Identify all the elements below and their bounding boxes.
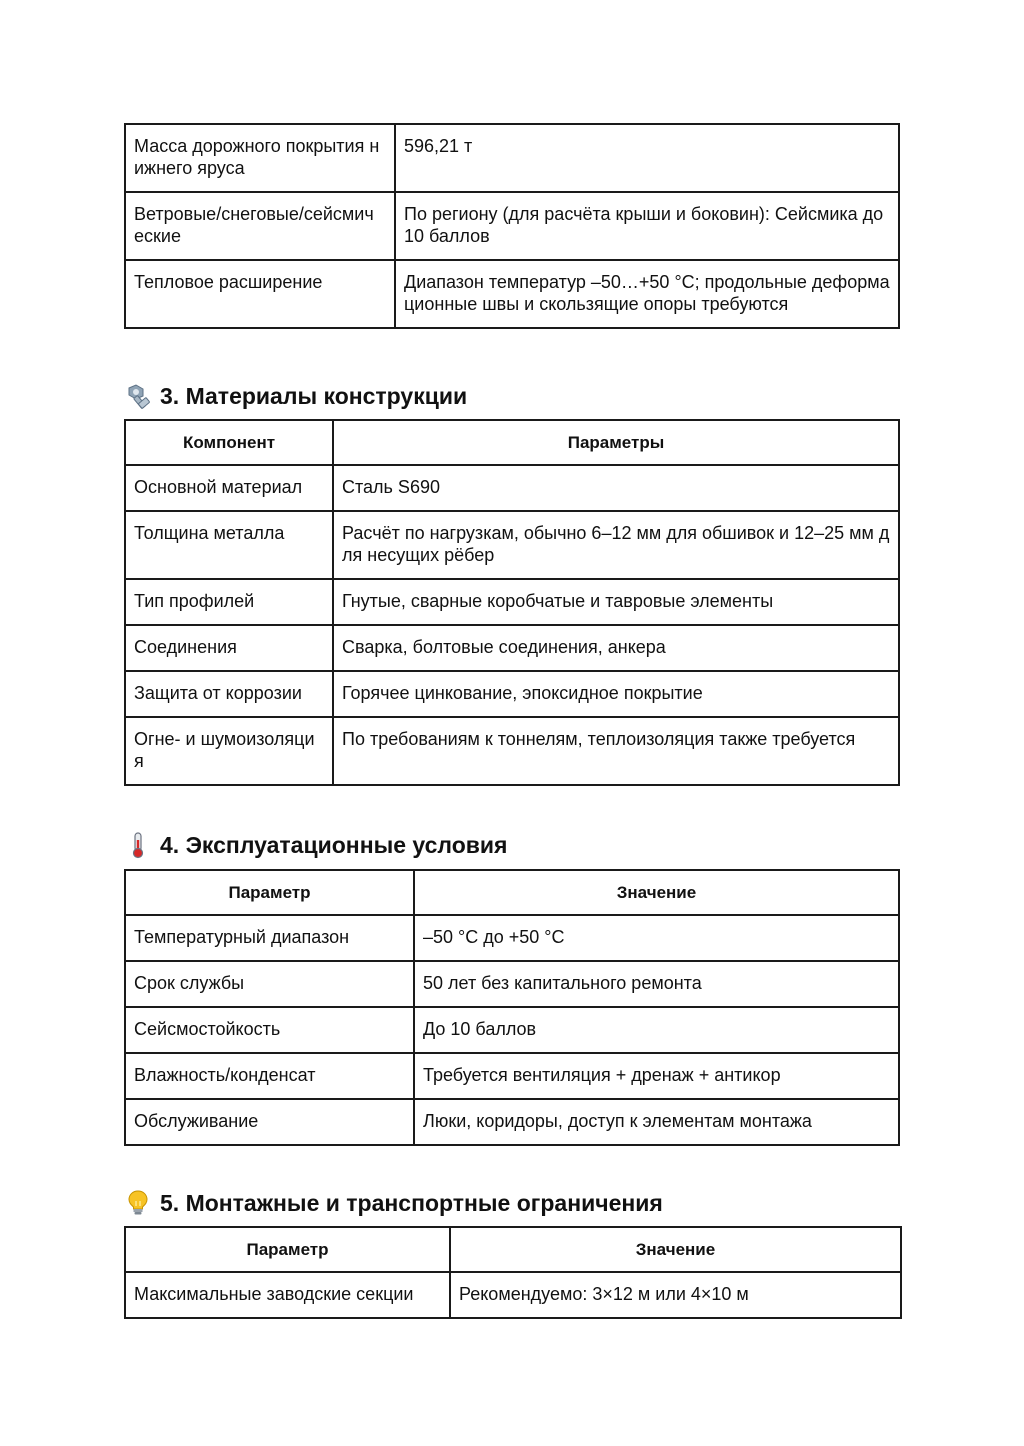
section-heading-operating-conditions [124, 831, 507, 859]
section-title: 3. Материалы конструкции [160, 383, 468, 409]
table-row [125, 671, 899, 717]
table-row [125, 192, 899, 260]
section-heading-mounting-constraints [124, 1189, 663, 1217]
table-cell: По региону (для расчёта крыши и боковин): Сейсмика до 10 баллов [395, 192, 899, 260]
table-cell: Сварка, болтовые соединения, анкера [333, 625, 899, 671]
table-cell: Расчёт по нагрузкам, обычно 6–12 мм для обшивок и 12–25 мм для несущих рёбер [333, 511, 899, 579]
table-cell: Гнутые, сварные коробчатые и тавровые элементы [333, 579, 899, 625]
table-cell: 596,21 т [395, 124, 899, 192]
table-cell: Сталь S690 [333, 465, 899, 511]
table-cell: Основной материал [125, 465, 333, 511]
section-heading-materials [124, 382, 467, 410]
table-cell: Ветровые/снеговые/сейсмич еские [125, 192, 395, 260]
table-cell: Защита от коррозии [125, 671, 333, 717]
table-cell: Сейсмостойкость [125, 1007, 414, 1053]
table-row [125, 124, 899, 192]
table-row [125, 1007, 899, 1053]
table-row [125, 1053, 899, 1099]
table-row [125, 625, 899, 671]
column-header: Компонент [125, 420, 333, 465]
table-cell: Горячее цинкование, эпоксидное покрытие [333, 671, 899, 717]
table-row [125, 579, 899, 625]
mounting-constraints-table [124, 1226, 902, 1319]
light-bulb-icon [124, 1189, 152, 1217]
column-header: Значение [414, 870, 899, 915]
table-row [125, 260, 899, 328]
table-row [125, 1272, 901, 1318]
table-cell: Влажность/конденсат [125, 1053, 414, 1099]
table-cell: Соединения [125, 625, 333, 671]
table-row [125, 717, 899, 785]
table-cell: Масса дорожного покрытия нижнего яруса [125, 124, 395, 192]
table-cell: 50 лет без капитального ремонта [414, 961, 899, 1007]
table-header-row [125, 870, 899, 915]
table-cell: Люки, коридоры, доступ к элементам монтажа [414, 1099, 899, 1145]
nut-and-bolt-icon [124, 382, 152, 410]
operating-conditions-table [124, 869, 900, 1146]
table-header-row [125, 420, 899, 465]
table-cell: Диапазон температур –50…+50 °C; продольные деформационные швы и скользящие опоры требуются [395, 260, 899, 328]
table-row [125, 915, 899, 961]
section-title: 4. Эксплуатационные условия [160, 832, 508, 858]
column-header: Значение [450, 1227, 901, 1272]
table-cell: Обслуживание [125, 1099, 414, 1145]
table-cell: Огне- и шумоизоляция [125, 717, 333, 785]
table-cell: Срок службы [125, 961, 414, 1007]
table-cell: Температурный диапазон [125, 915, 414, 961]
column-header: Параметры [333, 420, 899, 465]
table-cell: Максимальные заводские секции [125, 1272, 450, 1318]
table-cell: По требованиям к тоннелям, теплоизоляция также требуется [333, 717, 899, 785]
table-header-row [125, 1227, 901, 1272]
table-cell: До 10 баллов [414, 1007, 899, 1053]
params-table-continued [124, 123, 900, 329]
column-header: Параметр [125, 870, 414, 915]
table-cell: Тип профилей [125, 579, 333, 625]
thermometer-icon [124, 831, 152, 859]
table-row [125, 511, 899, 579]
table-row [125, 1099, 899, 1145]
materials-table [124, 419, 900, 786]
table-cell: Требуется вентиляция + дренаж + антикор [414, 1053, 899, 1099]
table-cell: Тепловое расширение [125, 260, 395, 328]
column-header: Параметр [125, 1227, 450, 1272]
section-title: 5. Монтажные и транспортные ограничения [160, 1190, 663, 1216]
table-row [125, 961, 899, 1007]
table-cell: Толщина металла [125, 511, 333, 579]
table-cell: –50 °C до +50 °C [414, 915, 899, 961]
table-cell: Рекомендуемо: 3×12 м или 4×10 м [450, 1272, 901, 1318]
table-row [125, 465, 899, 511]
